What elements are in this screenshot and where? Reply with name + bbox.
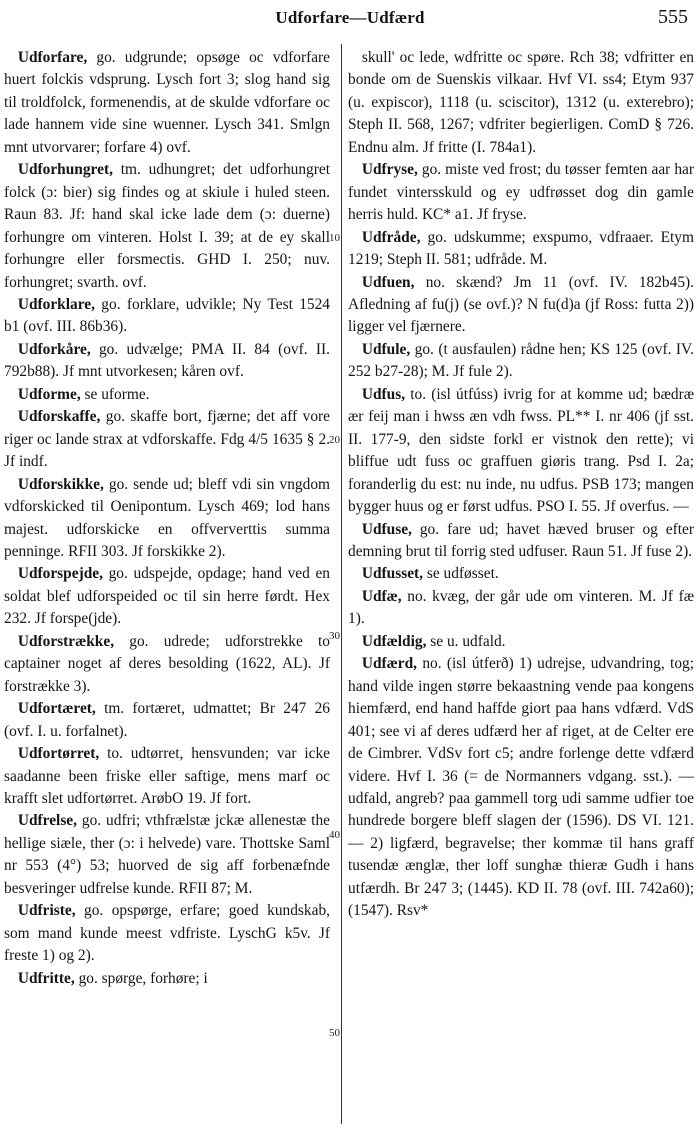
- column-divider: [341, 44, 342, 1124]
- running-title: Udforfare—Udfærd: [275, 8, 425, 27]
- entry-text: go. skaffe bort, fjærne; det aff vore riger oc lande strax at vdforskaffe. Fdg 4/5 1635 § 2. Jf indf.: [4, 408, 330, 471]
- dictionary-entry: [4, 968, 330, 990]
- entry-headword: Udforkåre,: [17, 340, 91, 358]
- dictionary-entry: [4, 563, 330, 630]
- entry-headword: Udfusset,: [361, 565, 424, 583]
- entry-headword: Udforfare,: [17, 49, 88, 66]
- dictionary-entry: [4, 743, 330, 810]
- entry-text: skull' oc lede, wdfritte oc spøre. Rch 38; vdfritter en bonde om de Suenskis vilkaar. Hvf VI. ss4; Etym 937 (u. expiscor), 1118 (u. sciscitor), 1312 (u. exterebro); Steph II. 568, 1267; vdfriter begierligen. ComD § 726. Endnu alm. Jf fritte (I. 784a1).: [348, 49, 694, 156]
- entry-headword: Udfæ,: [361, 587, 402, 605]
- entry-headword: Udfryse,: [361, 161, 418, 179]
- dictionary-entry: [4, 339, 330, 384]
- entry-text: go. udrede; udforstrekke to captainer noget af deres besolding (1622, AL). Jf forstrække 3).: [4, 632, 330, 695]
- entry-text: go. udspejde, opdage; hand ved en soldat blef udforspeided oc til sin herre førdt. Hex 232. Jf forspe(jde).: [4, 565, 330, 628]
- entry-headword: Udforstrække,: [17, 632, 115, 650]
- entry-headword: Udfrelse,: [17, 812, 77, 830]
- line-number: 40: [329, 829, 340, 841]
- entry-text: go. spørge, forhøre; i: [78, 969, 208, 987]
- dictionary-entry: [348, 586, 694, 631]
- dictionary-entry: [348, 159, 694, 226]
- entry-text: go. opspørge, erfare; goed kundskab, som mand kunde meest vdfriste. LyschG k5v. Jf freste 1) og 2).: [4, 902, 330, 965]
- entry-headword: Udfuse,: [361, 520, 412, 538]
- dictionary-entry: [4, 159, 330, 294]
- entry-text: se u. udfald.: [430, 632, 506, 650]
- dictionary-entry: [4, 900, 330, 967]
- dictionary-entry: [4, 631, 330, 698]
- entry-headword: Udforskaffe,: [17, 408, 101, 426]
- entry-headword: Udfortørret,: [17, 745, 100, 763]
- entry-headword: Udforklare,: [17, 295, 95, 313]
- entry-headword: Udfus,: [361, 385, 406, 403]
- entry-text: go. udskumme; exspumo, vdfraaer. Etym 1219; Steph II. 581; udfråde. M.: [348, 228, 694, 269]
- dictionary-entry: [348, 339, 694, 384]
- entry-headword: Udforskikke,: [17, 475, 104, 493]
- dictionary-entry: [348, 227, 694, 272]
- entry-headword: Udfriste,: [17, 902, 76, 920]
- entry-headword: Udfuen,: [361, 273, 415, 291]
- dictionary-entry: [4, 810, 330, 900]
- line-number: 10: [329, 232, 340, 244]
- line-number: 50: [329, 1027, 340, 1039]
- entry-text: no. (isl útferð) 1) udrejse, udvandring, tog; hand vilde ingen større bekaastning vende paa kongens hiemfærd, end hand haffde giort paa hans vdfærd. VdS 401; see vi af deres udfærd her af riget, at de Celter ere de Cimbrer. VdSv fort c5; andre forlenge dette vdfærd videre. Hvf I. 36 (= de Normanners vdgang. sst.). — udfald, angreb? paa gammell torg udi samme udfier toe hundrede borgere bleff slagen der (1596). DS VI. 121. — 2) ligfærd, begravelse; ther kommæ til hans graff tusendæ ænglæ, ther loff sunghæ thieræ Gudh i hans utfærdh. Br 247 3; (1445). KD II. 78 (ovf. III. 742a60); (1547). Rsv*: [348, 655, 694, 920]
- entry-text: no. kvæg, der går ude om vinteren. M. Jf fæ 1).: [348, 587, 694, 628]
- dictionary-entry: [348, 653, 694, 922]
- entry-headword: Udfule,: [361, 340, 411, 358]
- entry-text: no. skænd? Jm 11 (ovf. IV. 182b45). Afledning af fu(j) (se ovf.)? N fu(d)a (jf Ross: futta 2)) ligger vel fjærnere.: [348, 273, 694, 336]
- dictionary-entry: [4, 384, 330, 406]
- entry-text: tm. udhungret; det udforhungret folck (ɔ: bier) sig findes og at skiule i huled steen. Raun 83. Jf: hand skal icke lade dem (ɔ: duerne) forhungre om vinteren. Holst I. 39; at de ey skall forhungre eller forsmectis. GHD I. 250; nuv. forhungret; svarth. ovf.: [4, 161, 330, 291]
- entry-text: to. udtørret, hensvunden; var icke saadanne been friske eller saftige, mens marf oc krafft slet udfortørret. ArøbO 19. Jf fort.: [4, 745, 330, 807]
- entry-headword: Udfråde,: [361, 228, 421, 246]
- entry-text: se uforme.: [84, 385, 150, 403]
- left-column: [4, 47, 330, 1128]
- dictionary-entry: [348, 272, 694, 339]
- dictionary-entry: [4, 474, 330, 564]
- entry-headword: Udforhungret,: [17, 161, 113, 179]
- entry-text: se udføsset.: [426, 565, 499, 583]
- dictionary-entry: [4, 47, 330, 159]
- entry-headword: Udfritte,: [17, 969, 75, 987]
- entry-text: go. fare ud; havet hæved bruser og efter demning brut til forrig sted udfuser. Raun 51. Jf fuse 2).: [348, 520, 694, 560]
- entry-headword: Udfærd,: [361, 655, 418, 673]
- entry-text: go. udvælge; PMA II. 84 (ovf. II. 792b88). Jf mnt utvorkesen; kåren ovf.: [4, 340, 330, 381]
- dictionary-entry: [4, 294, 330, 339]
- page-header: [0, 0, 700, 40]
- dictionary-entry: [4, 698, 330, 743]
- entry-text: go. forklare, udvikle; Ny Test 1524 b1 (ovf. III. 86b36).: [4, 295, 330, 336]
- line-number: 20: [329, 434, 340, 446]
- entry-text: tm. fortæret, udmattet; Br 247 26 (ovf. I. u. forfalnet).: [4, 700, 330, 740]
- entry-headword: Udfortæret,: [17, 700, 96, 718]
- dictionary-entry: [348, 519, 694, 564]
- dictionary-entry: [348, 47, 694, 159]
- entry-text: go. udfri; vthfrælstæ jckæ allenestæ the hellige siæle, ther (ɔ: i helvede) vare. Thottske Saml nr 553 (4°) 53; huorved de sig aff forbenæfnde besveringer udfrelse kunde. RFII 87; M.: [4, 812, 330, 897]
- page-number: 555: [658, 6, 688, 28]
- dictionary-entry: [348, 631, 694, 653]
- line-number: 30: [329, 630, 340, 642]
- entry-headword: Udforme,: [17, 385, 81, 403]
- entry-text: go. sende ud; bleff vdi sin vngdom vdforskicked til Oenipontum. Lysch 469; lod hans majest. udforskicke en offververttis summa penninge. RFII 303. Jf forskikke 2).: [4, 475, 330, 560]
- entry-text: go. (t ausfaulen) rådne hen; KS 125 (ovf. IV. 252 b27-28); M. Jf fule 2).: [348, 340, 694, 381]
- entry-headword: Udforspejde,: [17, 565, 103, 583]
- dictionary-entry: [4, 406, 330, 473]
- right-column: [348, 47, 694, 1128]
- entry-text: to. (isl útfúss) ivrig for at komme ud; bædræ ær feij man i hwss æn vdh fwss. PL** I. nr 406 (jf sst. II. 177-9, den sidste forkl er vistnok den rette); vi bliffue udt fuss oc graffuen giøris trang. Psd I. 2a; foranderlig du est: nu inde, nu udfus. PSB 173; mangen bygger huus og er først udfus. PSO I. 55. Jf overfus. —: [348, 385, 694, 516]
- entry-text: go. miste ved frost; du tøsser femten aar har fundet vintersskuld og ey udfrøsset dog din gamle herris huld. KC* a1. Jf fryse.: [348, 161, 694, 224]
- entry-headword: Udfældig,: [361, 632, 427, 650]
- dictionary-entry: [348, 384, 694, 519]
- entry-text: go. udgrunde; opsøge oc vdforfare huert folckis vdsprung. Lysch fort 3; slog hand sig til troldfolck, formenendis, at de skulde vdforfare oc lade hannem vide sine wuenner. Lysch 341. Smlgn mnt utvorvarer; forfare 4) ovf.: [4, 49, 330, 156]
- dictionary-entry: [348, 563, 694, 585]
